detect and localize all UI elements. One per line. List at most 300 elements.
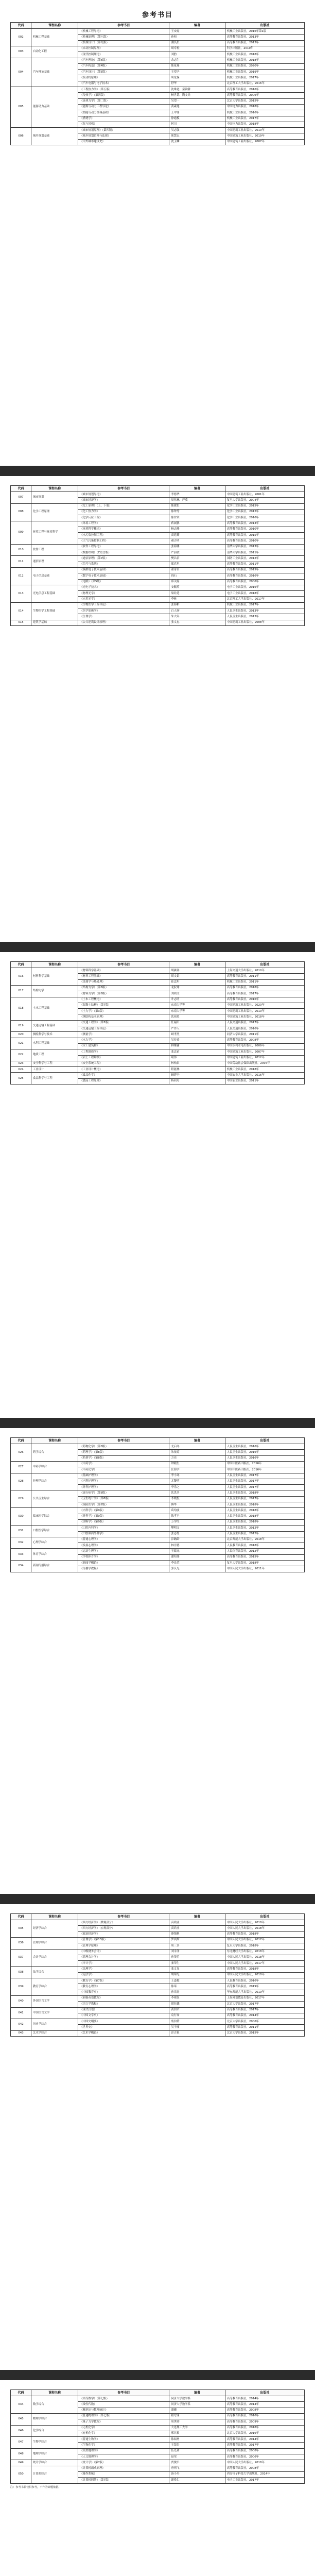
book-publisher: 人民教育出版社，2016年 (225, 1978, 304, 1984)
table-row (11, 1061, 305, 1066)
book-publisher: 中国农业出版社，2011年 (225, 1078, 304, 1084)
book-publisher: 人民交通出版社，2016年 (225, 1026, 304, 1032)
book-title: 《水工建筑物》 (78, 1043, 169, 1049)
book-title: 《现代汉语》 (78, 2007, 169, 2013)
course-code: 047 (11, 2437, 31, 2449)
book-author: 朱大年 (169, 614, 225, 620)
book-publisher: 高等教育出版社，2013年 (225, 521, 304, 527)
book-title: 《自然地理学》 (78, 2448, 169, 2454)
book-publisher: 中国人民大学出版社，2018年 (225, 1955, 304, 1960)
book-publisher: 北京大学出版社，2015年 (225, 98, 304, 104)
book-author: 胡寿松 (169, 46, 225, 52)
book-publisher: 高等教育出版社，2017年 (225, 2007, 304, 2013)
book-author: 陈家瑞 (169, 63, 225, 69)
course-name: 安全科学与工程 (31, 1061, 78, 1066)
book-publisher: 中国建筑工业出版社，2007年 (225, 139, 304, 145)
table-row (11, 2030, 305, 2036)
header-row (11, 23, 305, 29)
book-author: 朱依谆 (169, 1450, 225, 1455)
table-row (11, 503, 305, 509)
book-publisher: 高等教育出版社，2011年 (225, 562, 304, 567)
page-4 (0, 1428, 315, 1894)
book-author: 李晓松 (169, 1496, 225, 1502)
book-author: 胡文娟 (169, 974, 225, 979)
book-publisher: 人民卫生出版社，2017年 (225, 1479, 304, 1484)
book-title: 《化工热力学》 (78, 509, 169, 515)
book-title: 《普通心理学》 (78, 1537, 169, 1543)
table-row (11, 46, 305, 52)
course-code: 015 (11, 620, 31, 625)
book-author: 伍光和 (169, 2448, 225, 2454)
book-author: 邱关源 (169, 579, 225, 585)
book-author: 王瑞元 (169, 1549, 225, 1554)
book-title: 《物理光学》 (78, 591, 169, 597)
book-author: 徐通模 (169, 116, 225, 122)
book-author: 阎石 (169, 573, 225, 579)
course-code: 018 (11, 997, 31, 1020)
book-title: 《有机化学》 (78, 2431, 169, 2436)
table-row (11, 1949, 305, 1955)
course-code: 010 (11, 544, 31, 556)
book-title: 《中国史纲要》 (78, 2019, 169, 2025)
book-title: 《中药学》 (78, 1461, 169, 1467)
course-name: 新闻传播综合 (31, 1561, 78, 1572)
column-header: 出版社 (225, 486, 304, 492)
table-row (11, 1995, 305, 2001)
book-title: 《城市规划导论》 (78, 492, 169, 498)
book-author: 沈祖炎 (169, 1014, 225, 1020)
column-header: 课程名称 (31, 962, 78, 968)
course-name: 统计学综合 (31, 2460, 78, 2466)
course-code: 031 (11, 1526, 31, 1537)
table-header (11, 962, 305, 968)
column-header: 参考书目 (78, 1914, 169, 1920)
book-title: 《内科学》（第9版） (78, 1508, 169, 1514)
footnote: 注：参考书目仅供参考，不作为命题依据。 (10, 2485, 61, 2489)
book-publisher: 高等教育出版社，2018年 (225, 1967, 304, 1972)
book-publisher: 高等教育出版社，2006年 (225, 93, 304, 98)
course-name: 城市规划 (31, 492, 78, 504)
book-author: 贾俊平 (169, 2460, 225, 2466)
course-code: 021 (11, 1038, 31, 1049)
table-row (11, 585, 305, 590)
course-code: 009 (11, 521, 31, 544)
column-header: 课程名称 (31, 486, 78, 492)
course-name: 水利工程基础 (31, 1038, 78, 1049)
book-publisher: 高等教育出版社，2015年 (225, 1554, 304, 1560)
book-publisher: 科学出版社，2019年 (225, 46, 304, 52)
book-title: 《汽车构造》（第4版） (78, 63, 169, 69)
book-author: 梁铨廷 (169, 591, 225, 597)
book-publisher: 同济大学出版社，2011年 (225, 1032, 304, 1038)
book-title: 《宪法学》 (78, 1972, 169, 1978)
reference-table (10, 22, 305, 145)
book-title: 《生物化学》 (78, 2443, 169, 2448)
book-publisher: 高等教育出版社，2019年 (225, 1984, 304, 1990)
course-code: 035 (11, 1920, 31, 1938)
column-header: 参考书目 (78, 23, 169, 29)
table-body (11, 29, 305, 145)
table-row (11, 1473, 305, 1479)
book-publisher: 复旦大学出版社，2004年 (225, 498, 304, 503)
book-author: 孙桓 (169, 35, 225, 40)
book-publisher: 机械工业出版社，2018年 (225, 52, 304, 58)
column-header: 编著 (169, 1914, 225, 1920)
table-row (11, 1032, 305, 1038)
book-publisher: 高等教育出版社，2014年 (225, 2437, 304, 2443)
book-publisher: 中国电力出版社，2018年 (225, 104, 304, 110)
course-code: 017 (11, 985, 31, 997)
table-row (11, 997, 305, 1003)
book-title: 《水力学》 (78, 1038, 169, 1043)
book-title: 《交通运输工程导论》 (78, 1026, 169, 1032)
course-code: 006 (11, 128, 31, 145)
column-header: 参考书目 (78, 486, 169, 492)
book-title: 《发展心理学》 (78, 1543, 169, 1549)
book-author: 安毓英 (169, 585, 225, 590)
table-row (11, 2425, 305, 2431)
book-title: 《钢结构基本原理》 (78, 1014, 169, 1020)
book-author: 陈敏恒 (169, 503, 225, 509)
table-row (11, 1461, 305, 1467)
course-name: 食品科学与工程 (31, 1073, 78, 1084)
course-code: 011 (11, 556, 31, 568)
book-publisher: 中国人民大学出版社，2011年 (225, 1566, 304, 1572)
book-publisher: 高等教育出版社，2018年 (225, 2425, 304, 2431)
book-publisher: 中国农业大学出版社，2016年 (225, 1073, 304, 1078)
book-author: 林继镛 (169, 1043, 225, 1049)
course-name: 地理学综合 (31, 2448, 78, 2460)
book-publisher: 北京大学出版社，2017年 (225, 2002, 304, 2007)
header-row (11, 1914, 305, 1920)
book-title: 《流体力学》（第二版） (78, 98, 169, 104)
course-code: 028 (11, 1473, 31, 1490)
course-name: 中国语言文学 (31, 2007, 78, 2019)
table-row (11, 1537, 305, 1543)
column-header: 出版社 (225, 1914, 304, 1920)
book-author: 匡海学 (169, 1467, 225, 1473)
book-title: 《测量学》 (78, 1032, 169, 1038)
book-title: 《现代控制理论》 (78, 52, 169, 58)
book-title: 《环境科学概论》 (78, 527, 169, 532)
course-code: 008 (11, 503, 31, 521)
book-publisher: 高等教育出版社，2011年 (225, 2025, 304, 2030)
book-title: 《自动控制原理》 (78, 46, 169, 52)
course-name: 护理学综合 (31, 1473, 78, 1490)
book-publisher: 北京师范大学出版社，2018年 (225, 1537, 304, 1543)
book-publisher: 高等教育出版社，2016年 (225, 997, 304, 1003)
book-title: 《概率论与数理统计》 (78, 2408, 169, 2413)
table-row (11, 1561, 305, 1566)
book-title: 《管理学》（第13版） (78, 1937, 169, 1943)
course-name: 公共卫生综合 (31, 1490, 78, 1508)
book-author: 胡锦光 (169, 1972, 225, 1978)
course-name: 环境工程与环境科学 (31, 521, 78, 544)
course-name: 经济学综合 (31, 1920, 78, 1938)
book-title: 《生理学》 (78, 614, 169, 620)
book-publisher: 中国建筑工业出版社，2019年 (225, 133, 304, 139)
book-author: 邢其毅 (169, 2431, 225, 2436)
book-author: 何川 (169, 122, 225, 127)
book-title: 《操作系统》 (78, 2471, 169, 2477)
course-code: 023 (11, 1061, 31, 1066)
table-row (11, 128, 305, 133)
course-name: 材料科学基础 (31, 968, 78, 986)
book-publisher: 复旦大学出版社，2018年 (225, 1943, 304, 1949)
course-code: 020 (11, 1032, 31, 1038)
book-publisher: 高等教育出版社，2014年 (225, 2013, 304, 2019)
book-author: 郑君里 (169, 562, 225, 567)
course-code: 039 (11, 1978, 31, 1996)
book-publisher: 人民卫生出版社，2013年 (225, 608, 304, 614)
book-author: 沈洪兵 (169, 1490, 225, 1496)
table-row (11, 492, 305, 498)
book-author: 余志生 (169, 58, 225, 63)
column-header: 课程名称 (31, 1438, 78, 1444)
book-author: 吴持恭 (169, 1038, 225, 1043)
book-publisher: 中国人民大学出版社，2018年 (225, 2460, 304, 2466)
course-name: 生物医学工程基础 (31, 602, 78, 620)
book-title: 《药物化学》（第8版） (78, 1444, 169, 1450)
course-name: 测绘科学与技术 (31, 1032, 78, 1038)
column-header: 编著 (169, 962, 225, 968)
book-author: 尤启冬 (169, 1444, 225, 1450)
book-title: 《热能与动力机械基础》 (78, 110, 169, 116)
book-title: 《中级财务会计》 (78, 1949, 169, 1955)
book-publisher: 高等教育出版社，2016年 (225, 87, 304, 93)
book-title: 《统计学》（第7版） (78, 2460, 169, 2466)
book-title: 《计算机网络》（第7版） (78, 2478, 169, 2483)
page-title: 参考书目 (142, 11, 173, 19)
column-header: 出版社 (225, 2390, 304, 2396)
book-publisher: 高等教育出版社，2008年 (225, 2408, 304, 2413)
course-name: 交通运输工程基础 (31, 1020, 78, 1032)
book-title: 《政治经济学》 (78, 1931, 169, 1937)
book-publisher: 中国人民大学出版社，2018年 (225, 1972, 304, 1978)
book-title: 《材料力学》（第6版） (78, 991, 169, 997)
book-title: 《艺术学概论》 (78, 2030, 169, 2036)
course-name: 计算机综合 (31, 2466, 78, 2483)
book-title: 《审计学》 (78, 1961, 169, 1967)
book-publisher: 机械工业出版社，2016年第1版 (225, 29, 304, 35)
book-title: 《中国文学史》 (78, 2013, 169, 2019)
table-row (11, 2413, 305, 2419)
course-code: 002 (11, 29, 31, 46)
course-code: 044 (11, 2396, 31, 2414)
book-title: 《口腔内科学》 (78, 1526, 169, 1531)
book-author: 叶志明 (169, 997, 225, 1003)
book-title: 《卫生统计学》（第8版） (78, 1496, 169, 1502)
book-title: 《土木工程概论》 (78, 997, 169, 1003)
book-publisher: 清华大学出版社，2013年 (225, 544, 304, 550)
book-author: 项伟 (169, 1055, 225, 1061)
book-author: 王中铮 (169, 110, 225, 116)
book-publisher: 中国建筑工业出版社，2008年 (225, 620, 304, 625)
column-header: 参考书目 (78, 962, 169, 968)
book-title: 《传播学教程》 (78, 1566, 169, 1572)
book-author: 高鸿业 (169, 1926, 225, 1931)
table-row (11, 1073, 305, 1078)
book-title: 《传热学》（第四版） (78, 93, 169, 98)
book-title: 《外科学》（第9版） (78, 1514, 169, 1519)
book-author: 周伟林、严冀 (169, 498, 225, 503)
book-title: 《法理学》 (78, 1967, 169, 1972)
column-header: 代码 (11, 23, 31, 29)
table-row (11, 620, 305, 625)
book-title: 《工业设计概论》 (78, 1067, 169, 1073)
course-code: 049 (11, 2460, 31, 2466)
column-header: 代码 (11, 486, 31, 492)
book-title: 《汽车设计》（第5版） (78, 70, 169, 75)
book-publisher: 电子工业出版社，2016年 (225, 585, 304, 590)
book-author: 谢希仁 (169, 2478, 225, 2483)
book-publisher: 上海外语教育出版社，2017年 (225, 1995, 304, 2001)
header-row (11, 486, 305, 492)
book-author: 李德华 (169, 492, 225, 498)
table-row (11, 556, 305, 562)
book-author: 王镜岩 (169, 2443, 225, 2448)
book-title: 《交通工程学》（第3版） (78, 1020, 169, 1026)
book-publisher: 中国中医药出版社，2016年 (225, 1461, 304, 1467)
table-row (11, 1920, 305, 1926)
course-name: 中药学综合 (31, 1461, 78, 1473)
book-author: 濮良贵 (169, 40, 225, 46)
book-publisher: 北京理工大学出版社，2016年 (225, 81, 304, 87)
reference-table (10, 2389, 305, 2484)
book-author: 张文忠 (169, 620, 225, 625)
column-header: 编著 (169, 23, 225, 29)
book-publisher: 高等教育出版社，2014年 (225, 2402, 304, 2408)
course-code: 024 (11, 1067, 31, 1073)
book-title: 《西方经济学》（宏观部分） (78, 1926, 169, 1931)
book-publisher: 高等教育出版社，2010年 (225, 527, 304, 532)
course-name: 工业设计 (31, 1067, 78, 1073)
book-author: 杨世铭、陶文铨 (169, 93, 225, 98)
book-title: 《燃烧学》 (78, 116, 169, 122)
course-name: 物理学综合 (31, 2413, 78, 2425)
book-publisher: 人民卫生出版社，2012年 (225, 1531, 304, 1537)
table-row (11, 1444, 305, 1450)
book-title: 《普通物理学》（第七版） (78, 2413, 169, 2419)
book-title: 《大气污染控制工程》 (78, 538, 169, 544)
course-code: 025 (11, 1073, 31, 1084)
book-author: 顾孝烈 (169, 1032, 225, 1038)
column-header: 课程名称 (31, 23, 78, 29)
table-row (11, 2460, 305, 2466)
book-author: 东南大学等 (169, 1003, 225, 1008)
course-name: 数学综合 (31, 2396, 78, 2414)
book-publisher: 机械工业出版社，2016年 (225, 110, 304, 116)
book-publisher: 人民教育出版社，2018年 (225, 1543, 304, 1549)
book-author: 盛骤 (169, 2408, 225, 2413)
column-header: 编著 (169, 2390, 225, 2396)
course-code: 004 (11, 58, 31, 87)
course-code: 030 (11, 1508, 31, 1526)
column-header: 课程名称 (31, 2390, 78, 2396)
book-title: 《外科护理学》 (78, 1485, 169, 1490)
course-code: 012 (11, 567, 31, 585)
course-name: 体育学综合 (31, 1549, 78, 1561)
book-publisher: 机械工业出版社，2011年 (225, 979, 304, 985)
reference-table (10, 1913, 305, 2037)
book-title: 《普通生物学》 (78, 2437, 169, 2443)
book-author: 周龙保 (169, 75, 225, 81)
book-author: 李观仪 (169, 1995, 225, 2001)
table-header (11, 2390, 305, 2396)
course-code: 003 (11, 46, 31, 58)
reference-table (10, 961, 305, 1084)
table-row (11, 1038, 305, 1043)
course-name: 汽车理论基础 (31, 58, 78, 87)
book-title: 《机械设计》（第九版） (78, 40, 169, 46)
table-row (11, 1978, 305, 1984)
book-title: 《化工原理》（上、下册） (78, 503, 169, 509)
table-row (11, 2007, 305, 2013)
book-publisher: 机械工业出版社，2018年 (225, 58, 304, 63)
book-publisher: 东北财经大学出版社，2018年 (225, 1949, 304, 1955)
book-author: 张文显 (169, 1967, 225, 1972)
book-publisher: 中国水利水电出版社，2009年 (225, 1043, 304, 1049)
book-author: 王道俊 (169, 1978, 225, 1984)
course-code: 036 (11, 1937, 31, 1949)
reference-table (10, 1437, 305, 1572)
table-body (11, 968, 305, 1084)
book-publisher: 人民卫生出版社，2018年 (225, 1490, 304, 1496)
book-author: 严作人 (169, 1026, 225, 1032)
book-title: 《城乡规划管理与法规》 (78, 133, 169, 139)
book-title: 《世界史》 (78, 2025, 169, 2030)
book-title: 《土力学》（第3版） (78, 1009, 169, 1014)
book-publisher: 中国建筑工业出版社，2010年 (225, 1009, 304, 1014)
book-author: 汤小丹 (169, 2471, 225, 2477)
book-title: 《口腔颌面外科学》 (78, 1531, 169, 1537)
table-row (11, 968, 305, 974)
book-title: 《材料工程基础》 (78, 974, 169, 979)
book-title: 《线性代数》 (78, 2402, 169, 2408)
book-author: 杨同舟 (169, 1078, 225, 1084)
book-author: 同济大学数学系 (169, 2402, 225, 2408)
book-publisher: 化学工业出版社，2012年 (225, 509, 304, 515)
book-publisher: 高等教育出版社，2015年 (225, 533, 304, 538)
book-title: 《安全系统工程》 (78, 1061, 169, 1066)
book-author: 彭聃龄 (169, 1537, 225, 1543)
book-title: 《数字电子技术基础》 (78, 573, 169, 579)
book-title: 《无机化学》 (78, 2425, 169, 2431)
book-author: 赵荣 (169, 2454, 225, 2460)
table-body (11, 2396, 305, 2483)
column-header: 代码 (11, 2390, 31, 2396)
table-row (11, 2466, 305, 2471)
header-row (11, 1438, 305, 1444)
book-publisher: 中国人民大学出版社，2018年 (225, 1926, 304, 1931)
book-author: 任福田 (169, 1020, 225, 1026)
book-title: 《新闻学概论》 (78, 1561, 169, 1566)
book-title: 《汽车理论》（第6版） (78, 58, 169, 63)
table-row (11, 1067, 305, 1073)
book-publisher: 化学工业出版社，2015年 (225, 503, 304, 509)
book-author: 陈琦 (169, 1984, 225, 1990)
column-header: 参考书目 (78, 1438, 169, 1444)
book-publisher: 人民卫生出版社，2018年 (225, 1514, 304, 1519)
course-name: 能源动力基础 (31, 87, 78, 128)
table-row (11, 602, 305, 608)
course-name: 会计学综合 (31, 1949, 78, 1967)
book-publisher: 高等教育出版社，2018年 (225, 1931, 304, 1937)
book-title: 《泵与风机》 (78, 122, 169, 127)
book-author: 张忠苗 (169, 1049, 225, 1055)
course-name: 光电信息工程基础 (31, 585, 78, 602)
book-publisher: 复旦大学出版社，2018年 (225, 1561, 304, 1566)
